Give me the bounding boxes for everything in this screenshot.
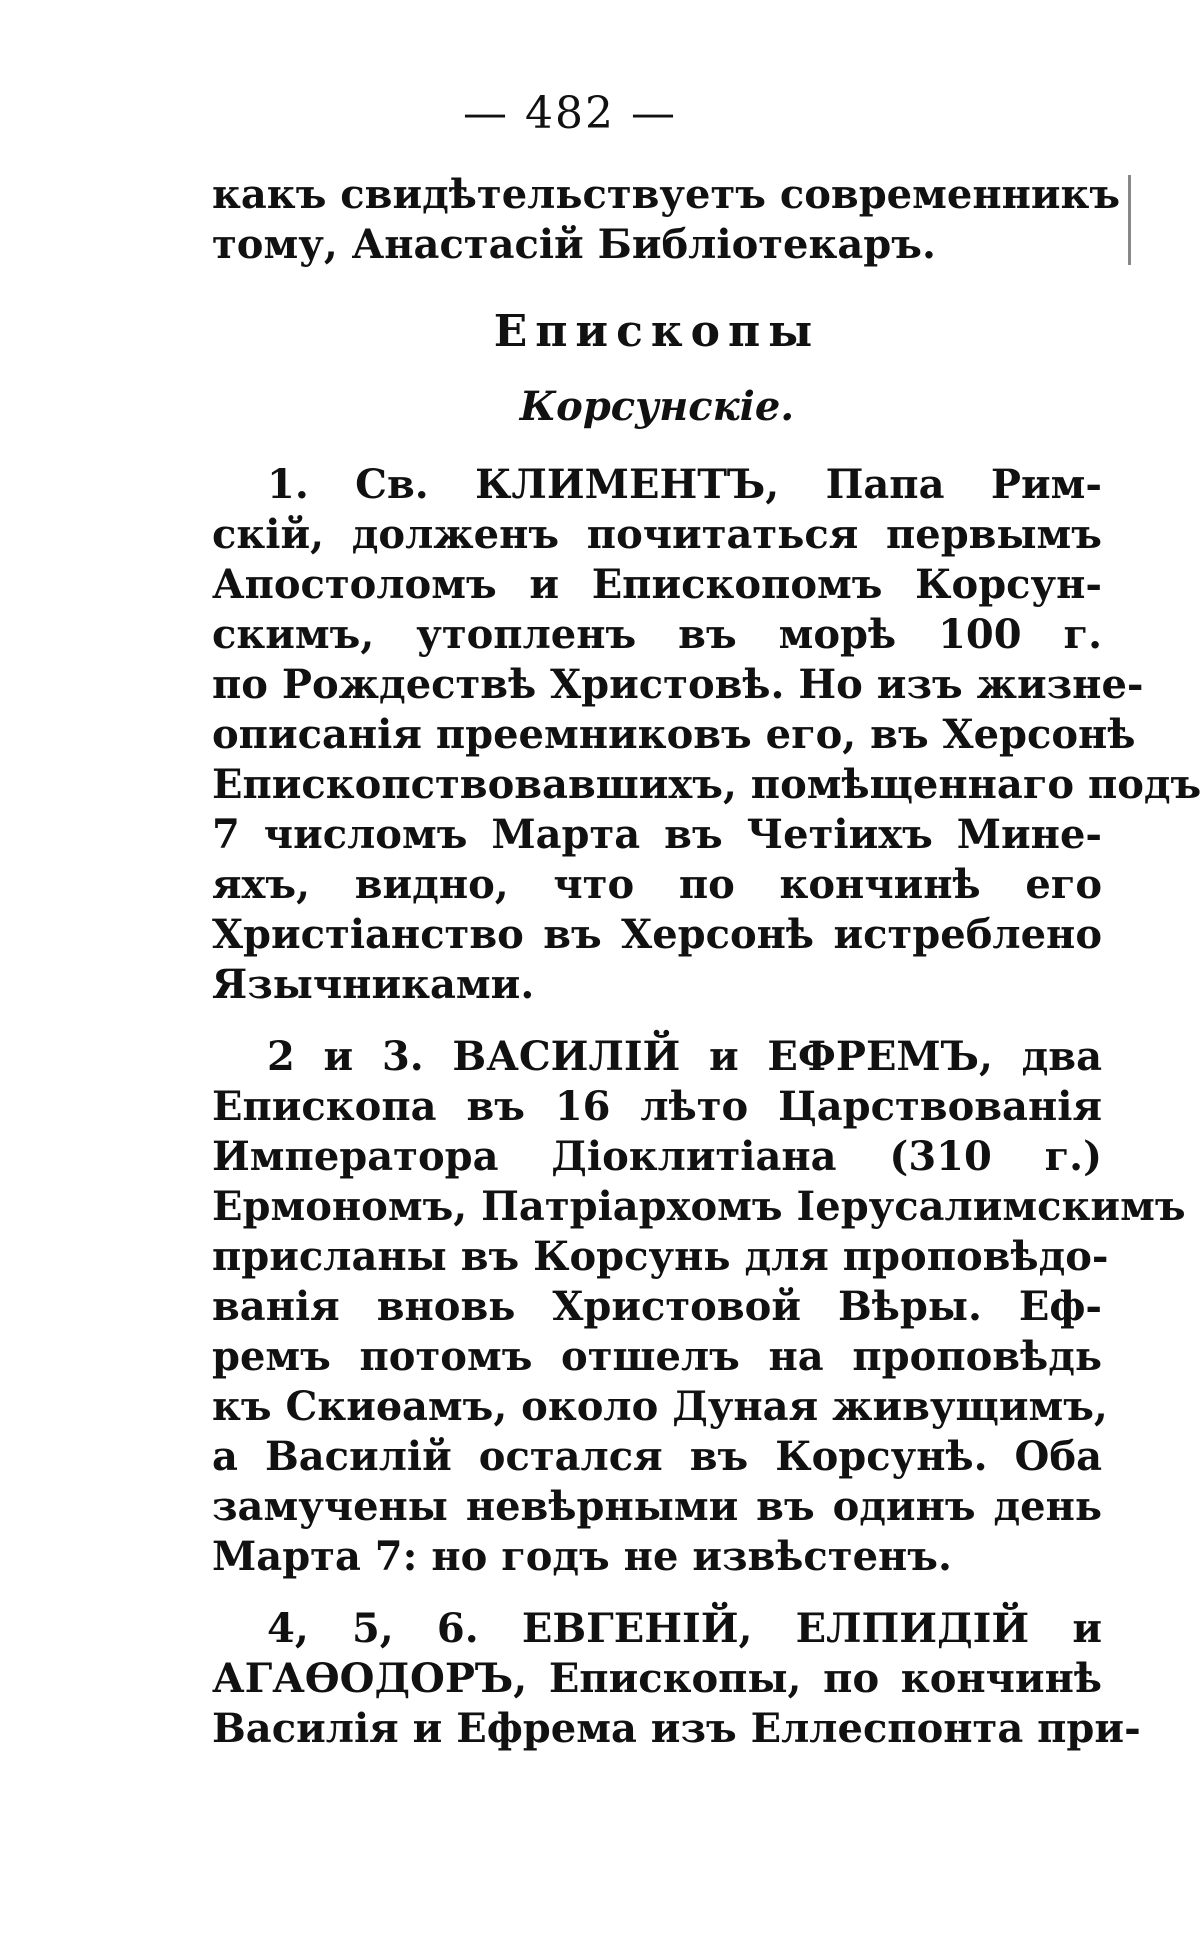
text-line: замучены невѣрными въ одинъ день bbox=[212, 1483, 1102, 1530]
text-line: тому, Анастасій Библіотекаръ. bbox=[212, 221, 936, 268]
text-line: Христіанство въ Херсонѣ истреблено bbox=[212, 911, 1102, 958]
text-line: ванія вновь Христовой Вѣры. Еф- bbox=[212, 1283, 1102, 1330]
text-line: Епископа въ 16 лѣто Царствованія bbox=[212, 1083, 1102, 1130]
text-line: какъ свидѣтельствуетъ современникъ bbox=[212, 171, 1121, 218]
text-line: Епископствовавшихъ, помѣщеннаго подъ bbox=[212, 761, 1201, 808]
text-line: Марта 7: но годъ не извѣстенъ. bbox=[212, 1533, 952, 1580]
page-number: — 482 — bbox=[463, 88, 677, 139]
section-subheading: Корсунскіе. bbox=[519, 383, 795, 430]
text-line: по Рождествѣ Христовѣ. Но изъ жизне- bbox=[212, 661, 1144, 708]
text-line: яхъ, видно, что по кончинѣ его bbox=[212, 861, 1102, 908]
section-heading: Епископы bbox=[493, 306, 821, 357]
paragraph-3 bbox=[212, 1604, 1141, 1754]
intro-paragraph bbox=[212, 170, 1121, 270]
text-line: описанія преемниковъ его, въ Херсонѣ bbox=[212, 711, 1136, 758]
text-line: 2 и 3. ВАСИЛІЙ и ЕФРЕМЪ, два bbox=[267, 1033, 1102, 1080]
text-line: 1. Св. КЛИМЕНТЪ, Папа Рим- bbox=[267, 461, 1102, 508]
text-line: Апостоломъ и Епископомъ Корсун- bbox=[212, 561, 1102, 608]
paragraph-2 bbox=[212, 1032, 1186, 1582]
text-line: скимъ, утопленъ въ морѣ 100 г. bbox=[212, 611, 1102, 658]
text-line: ремъ потомъ отшелъ на проповѣдь bbox=[212, 1333, 1102, 1380]
text-line: къ Скиѳамъ, около Дуная живущимъ, bbox=[212, 1383, 1108, 1430]
scan-artifact bbox=[1128, 175, 1131, 265]
text-line: 4, 5, 6. ЕВГЕНІЙ, ЕЛПИДІЙ и bbox=[267, 1605, 1102, 1652]
text-line: скій, долженъ почитаться первымъ bbox=[212, 511, 1102, 558]
text-line: Язычниками. bbox=[212, 961, 535, 1008]
paragraph-1 bbox=[212, 460, 1201, 1010]
text-line: АГАѲОДОРЪ, Епископы, по кончинѣ bbox=[212, 1655, 1102, 1702]
text-block bbox=[212, 170, 1201, 1776]
text-line: присланы въ Корсунь для проповѣдо- bbox=[212, 1233, 1109, 1280]
text-line: Ермономъ, Патріархомъ Іерусалимскимъ bbox=[212, 1183, 1186, 1230]
text-line: 7 числомъ Марта въ Четіихъ Мине- bbox=[212, 811, 1102, 858]
text-line: Императора Діоклитіана (310 г.) bbox=[212, 1133, 1102, 1180]
text-line: Василія и Ефрема изъ Еллеспонта при- bbox=[212, 1705, 1141, 1752]
text-line: а Василій остался въ Корсунѣ. Оба bbox=[212, 1433, 1102, 1480]
